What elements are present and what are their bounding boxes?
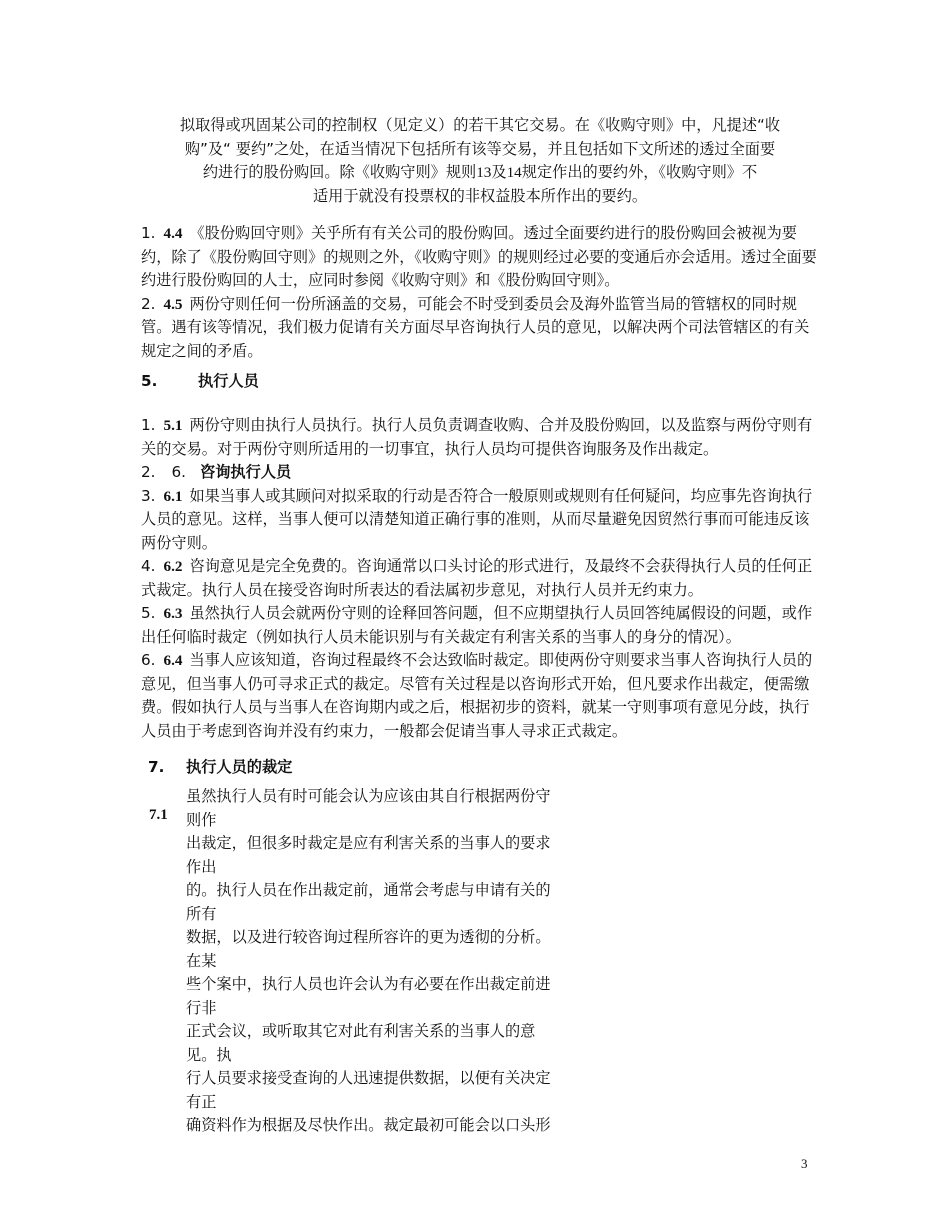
subsection-number: 4.4: [163, 225, 183, 242]
section-number: 7.: [148, 758, 165, 776]
subsection-number: 6.2: [163, 558, 183, 575]
list-number: 2.: [141, 294, 156, 313]
text-line: 见。执: [186, 1045, 232, 1064]
section-5-heading: [141, 370, 821, 394]
section-number: 6.: [171, 463, 186, 481]
list-number: 2.: [141, 463, 156, 481]
subsection-number: 6.1: [163, 487, 183, 505]
paragraph-text: 两份守则由执行人员执行。执行人员负责调查收购、合并及股份购回，以及监察与两份守则有关的交易。对于两份守则所适用的一切事宜，执行人员均可提供咨询服务及作出裁定。: [141, 416, 813, 458]
text-line: 虽然执行人员有时可能会认为应该由其自行根据两份守: [186, 787, 551, 805]
rule-number: 13: [476, 164, 492, 181]
text-line: 在某: [186, 951, 217, 970]
text-line: 行非: [186, 998, 217, 1017]
paragraph-text: 咨询意见是完全免费的。咨询通常以口头讨论的形式进行，及最终不会获得执行人员的任何正式裁定。执行人员在接受咨询时所表达的看法属初步意见，对执行人员并无约束力。: [141, 557, 813, 599]
section-title: 执行人员的裁定: [186, 758, 293, 776]
intro-text: 规定作出的要约外，《收购守则》不: [521, 163, 758, 181]
numbered-paragraph: [141, 293, 821, 364]
subsection-number: 7.1: [149, 807, 168, 823]
intro-line: 购”及“ 要约”之处，在适当情况下包括所有该等交易，并且包括如下文所述的透过全面要: [184, 139, 776, 158]
list-number: 3.: [141, 486, 156, 505]
intro-line: 拟取得或巩固某公司的控制权（见定义）的若干其它交易。在《收购守则》中，凡提述“收: [179, 116, 781, 134]
numbered-paragraph: [141, 414, 821, 461]
subsection-number: 5.1: [163, 417, 183, 434]
list-number: 1.: [141, 224, 156, 242]
subsection-number: 4.5: [163, 295, 183, 313]
text-line: 的。执行人员在作出裁定前，通常会考虑与申请有关的: [186, 881, 551, 899]
text-line: 有正: [186, 1092, 217, 1111]
text-line: 正式会议，或听取其它对此有利害关系的当事人的意: [186, 1022, 536, 1040]
numbered-paragraph: [141, 555, 821, 602]
section-7-1-paragraph: [186, 785, 584, 1138]
text-line: 行人员要求接受查询的人迅速提供数据，以便有关决定: [186, 1069, 551, 1087]
page-number: 3: [801, 1156, 808, 1171]
text-line: 则作: [186, 810, 217, 829]
paragraph-text: 两份守则任何一份所涵盖的交易，可能会不时受到委员会及海外监管当局的管辖权的同时规管。遇有该等情况，我们极力促请有关方面尽早咨询执行人员的意见，以解决两个司法管辖区的有关规定之间的矛盾。: [141, 294, 810, 360]
section-number: 5.: [141, 372, 158, 390]
paragraph-text: 《股份购回守则》关乎所有有关公司的股份购回。透过全面要约进行的股份购回会被视为要约，除了《股份购回守则》的规则之外，《收购守则》的规则经过必要的变通后亦会适用。透过全面要约进行股份购回的人士，应同时参阅《收购守则》和《股份购回守则》。: [141, 224, 817, 289]
text-line: 作出: [186, 857, 217, 876]
intro-line: 约进行的股份购回。除《收购守则》规则: [202, 163, 477, 181]
numbered-paragraph: [141, 649, 821, 743]
rule-number: 14: [506, 164, 522, 181]
section-title: 执行人员: [198, 372, 259, 390]
text-line: 些个案中，执行人员也许会认为有必要在作出裁定前进: [186, 975, 551, 993]
text-line: 数据，以及进行较咨询过程所容许的更为透彻的分析。: [186, 928, 551, 946]
text-line: 所有: [186, 904, 217, 923]
intro-line: 适用于就没有投票权的非权益股本所作出的要约。: [312, 186, 648, 205]
text-line: 确资料作为根据及尽快作出。裁定最初可能会以口头形: [186, 1116, 551, 1134]
numbered-paragraph: [141, 222, 821, 293]
section-5-6-items: [141, 414, 821, 743]
paragraph-text: 如果当事人或其顾问对拟采取的行动是否符合一般原则或规则有任何疑问，均应事先咨询执行人员的意见。这样，当事人便可以清楚知道正确行事的准则，从而尽量避免因贸然行事而可能违反该两份守则。: [141, 486, 813, 552]
list-number: 4.: [141, 557, 156, 575]
paragraph-text: 虽然执行人员会就两份守则的诠释回答问题，但不应期望执行人员回答纯属假设的问题，或作出任何临时裁定（例如执行人员未能识别与有关裁定有利害关系的当事人的身分的情况）。: [141, 604, 813, 646]
section-title: 咨询执行人员: [200, 463, 292, 481]
text-line: 出裁定，但很多时裁定是应有利害关系的当事人的要求: [186, 834, 551, 852]
subsection-number: 6.4: [163, 652, 183, 669]
list-number: 5.: [141, 604, 156, 622]
section-7-heading: [148, 755, 292, 779]
intro-text: 及: [491, 163, 507, 181]
intro-paragraph: [140, 114, 820, 208]
section-6-heading: [141, 461, 821, 485]
list-number: 6.: [141, 651, 156, 669]
numbered-paragraph: [141, 602, 821, 649]
list-number: 1.: [141, 416, 156, 434]
section-4-items: [141, 222, 821, 363]
numbered-paragraph: [141, 485, 821, 556]
paragraph-text: 当事人应该知道，咨询过程最终不会达致临时裁定。即使两份守则要求当事人咨询执行人员的意见，但当事人仍可寻求正式的裁定。尽管有关过程是以咨询形式开始，但凡要求作出裁定，便需缴费。假如执行人员与当事人在咨询期内或之后，根据初步的资料，就某一守则事项有意见分歧，执行人员由于考虑到咨询并没有约束力，一般都会促请当事人寻求正式裁定。: [141, 651, 813, 740]
subsection-number: 6.3: [163, 605, 183, 622]
